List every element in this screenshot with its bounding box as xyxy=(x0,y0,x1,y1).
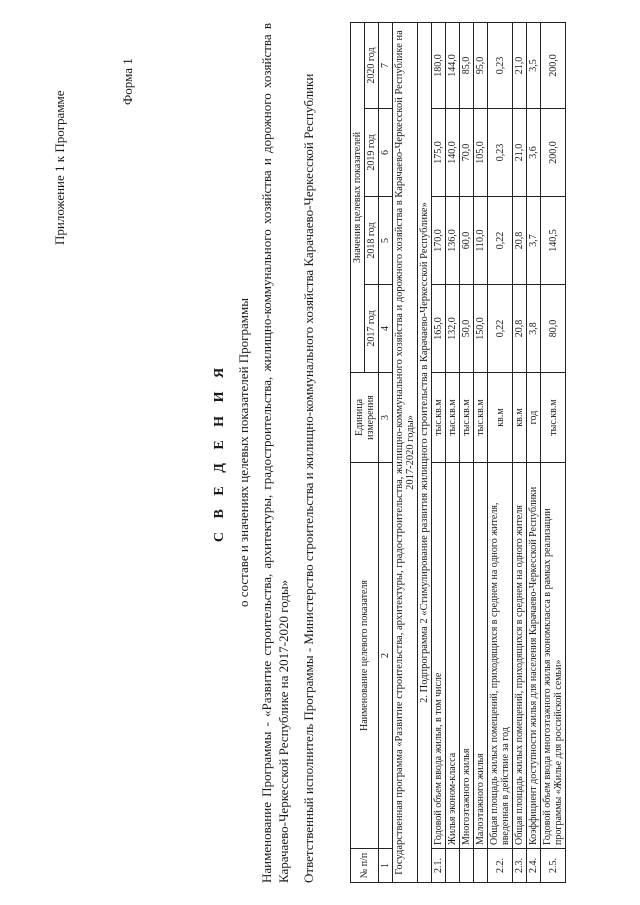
col-number: 5 xyxy=(379,197,393,285)
header-year: 2020 год xyxy=(365,22,379,108)
row-unit: тыс.кв.м xyxy=(432,373,446,463)
row-num xyxy=(446,849,460,883)
row-value: 165,0 xyxy=(432,285,446,373)
row-value: 136,0 xyxy=(446,197,460,285)
row-value: 50,0 xyxy=(460,285,474,373)
row-value: 20,8 xyxy=(513,285,527,373)
row-value: 180,0 xyxy=(432,22,446,108)
form-number: Форма 1 xyxy=(120,58,135,105)
subprogram-row xyxy=(418,22,432,882)
row-num: 2.4. xyxy=(527,849,541,883)
row-num xyxy=(460,849,474,883)
row-num: 2.1. xyxy=(432,849,446,883)
responsible-executor: Ответственный исполнитель Программы - Министерство строительства и жилищно-коммунального хозяйства Карачаево-Черкесской Республики xyxy=(301,73,316,883)
row-unit: тыс.кв.м xyxy=(460,373,474,463)
header-year: 2017 год xyxy=(365,285,379,373)
row-value: 150,0 xyxy=(474,285,488,373)
row-value: 21,0 xyxy=(513,109,527,197)
indicators-table xyxy=(350,22,566,883)
row-value: 132,0 xyxy=(446,285,460,373)
col-number: 4 xyxy=(379,285,393,373)
row-num xyxy=(474,849,488,883)
row-unit: кв.м xyxy=(513,373,527,463)
row-unit: год xyxy=(527,373,541,463)
table-row xyxy=(474,22,488,882)
row-value: 21,0 xyxy=(513,22,527,108)
row-value: 3,7 xyxy=(527,197,541,285)
row-unit: тыс.кв.м xyxy=(541,373,566,463)
table-row xyxy=(541,22,566,882)
appendix-label: Приложение 1 к Программе xyxy=(52,90,67,245)
row-name: Общая площадь жилых помещений, приходящихся в среднем на одного жителя, введенная в действие за год xyxy=(488,463,513,849)
row-value: 85,0 xyxy=(460,22,474,108)
row-value: 3,5 xyxy=(527,22,541,108)
row-value: 200,0 xyxy=(541,109,566,197)
header-values-group: Значения целевых показателей xyxy=(351,22,365,372)
row-name: Годовой объем ввода многоэтажного жилья экономкласса в рамках реализации программы «Жилье для российской семьи» xyxy=(541,463,566,849)
table-row xyxy=(513,22,527,882)
program-title: Государственная программа «Развитие строительства, архитектуры, градостроительства, жилищно-коммунального хозяйства и дорожного хозяйства в Карачаево-Черкесской Республике на 2017-2020 годы» xyxy=(393,22,418,882)
document-title: С В Е Д Е Н И Я xyxy=(212,362,227,543)
row-name: Коэффициент доступности жилья для населения Карачаево-Черкесской Республики xyxy=(527,463,541,849)
row-value: 60,0 xyxy=(460,197,474,285)
table-row xyxy=(432,22,446,882)
row-value: 105,0 xyxy=(474,109,488,197)
header-year: 2018 год xyxy=(365,197,379,285)
row-value: 80,0 xyxy=(541,285,566,373)
column-numbers-row xyxy=(379,22,393,882)
row-value: 0,23 xyxy=(488,22,513,108)
row-name: Жилья эконом-класса xyxy=(446,463,460,849)
row-value: 200,0 xyxy=(541,22,566,108)
subprogram-title: 2. Подпрограмма 2 «Стимулирование развития жилищного строительства в Карачаево-Черкесской Республике» xyxy=(418,22,432,882)
row-name: Годовой объем ввода жилья, в том числе xyxy=(432,463,446,849)
col-number: 1 xyxy=(379,849,393,883)
row-num: 2.5. xyxy=(541,849,566,883)
row-name: Многоэтажного жилья xyxy=(460,463,474,849)
row-num: 2.2. xyxy=(488,849,513,883)
header-num: № п/п xyxy=(351,849,379,883)
row-value: 144,0 xyxy=(446,22,460,108)
row-value: 175,0 xyxy=(432,109,446,197)
row-value: 3,8 xyxy=(527,285,541,373)
row-name: Малоэтажного жилья xyxy=(474,463,488,849)
header-unit: Единица измерения xyxy=(351,373,379,463)
table-row xyxy=(446,22,460,882)
row-value: 170,0 xyxy=(432,197,446,285)
row-value: 0,23 xyxy=(488,109,513,197)
row-value: 110,0 xyxy=(474,197,488,285)
row-value: 70,0 xyxy=(460,109,474,197)
table-row xyxy=(488,22,513,882)
row-unit: тыс.кв.м xyxy=(474,373,488,463)
table-row xyxy=(527,22,541,882)
row-value: 140,5 xyxy=(541,197,566,285)
row-num: 2.3. xyxy=(513,849,527,883)
header-name: Наименование целевого показателя xyxy=(351,463,379,849)
col-number: 3 xyxy=(379,373,393,463)
row-unit: тыс.кв.м xyxy=(446,373,460,463)
program-row xyxy=(393,22,418,882)
row-value: 20,8 xyxy=(513,197,527,285)
row-value: 0,22 xyxy=(488,285,513,373)
header-row xyxy=(351,22,365,882)
document-subtitle: о составе и значениях целевых показателей Программы xyxy=(236,298,251,607)
row-value: 140,0 xyxy=(446,109,460,197)
program-name: Наименование Программы - «Развитие строительства, архитектуры, градостроительства, жилищно-коммунального хозяйства и дорожного хозяйства в Карачаево-Черкесской Республике на 2017-2020 годы» xyxy=(259,23,291,883)
row-unit: кв.м xyxy=(488,373,513,463)
col-number: 7 xyxy=(379,22,393,108)
row-value: 95,0 xyxy=(474,22,488,108)
header-year: 2019 год xyxy=(365,109,379,197)
row-name: Общая площадь жилых помещений, приходящихся в среднем на одного жителя xyxy=(513,463,527,849)
col-number: 2 xyxy=(379,463,393,849)
row-value: 0,22 xyxy=(488,197,513,285)
row-value: 3,6 xyxy=(527,109,541,197)
table-row xyxy=(460,22,474,882)
col-number: 6 xyxy=(379,109,393,197)
